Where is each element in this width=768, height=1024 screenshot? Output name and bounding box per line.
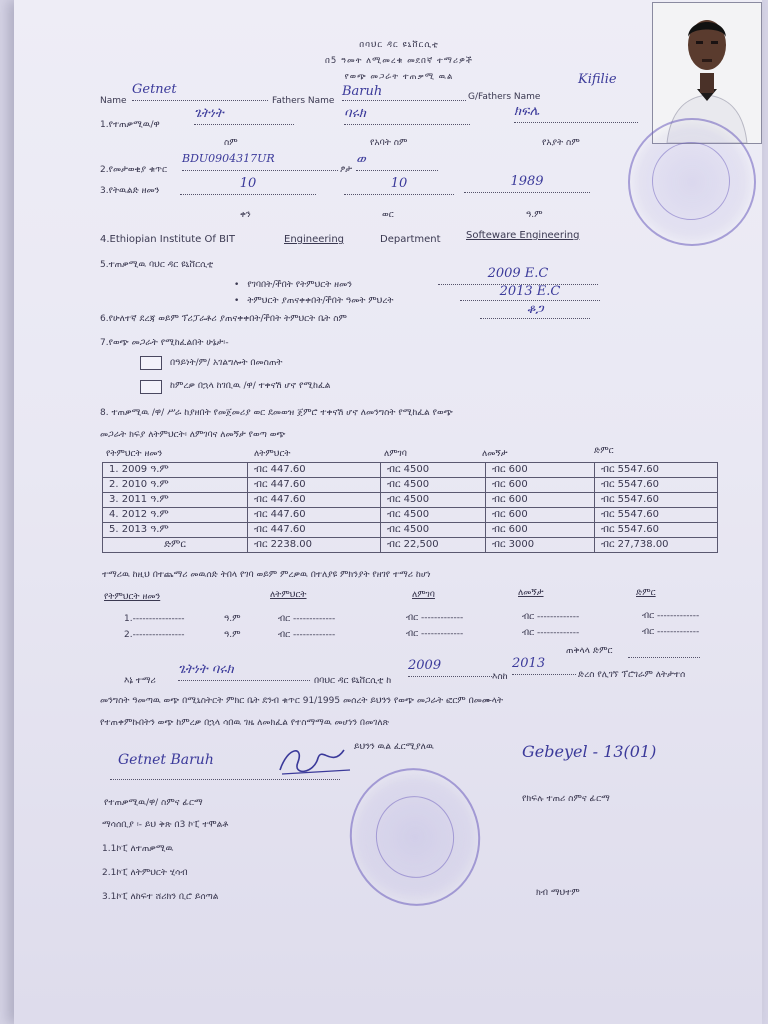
table-row <box>103 478 718 493</box>
extra-header-total: ድምር <box>636 588 656 598</box>
footer-copy2: 2.1ኮፒ ለትምህርት ሂሳብ <box>102 868 188 878</box>
official-signature: Gebeyel - 13(01) <box>522 742 657 761</box>
extra-row1-tuition: ብር ------------- <box>278 614 336 624</box>
table-cell: ብር 4500 <box>381 478 486 493</box>
field5-label: 5.ተጠቃሚዉ ባህር ዳር ዩኒቨርሲቲ <box>100 260 214 270</box>
fee-table <box>102 462 718 553</box>
table-cell: ብር 447.60 <box>248 523 381 538</box>
table-cell: ብር 5547.60 <box>595 508 718 523</box>
footer-copy3: 3.1ኮፒ ለከፍተ ሸሪክን ቢሮ ይሰጣል <box>102 892 219 902</box>
sex-label: ፆታ <box>340 165 353 175</box>
field6-label: 6.የሁለተኛ ደረጃ ወይም ፕሪፓራቶሪ ያጠናቀቀበት/ችበት ትምህርት ቤት ስም <box>100 314 347 324</box>
department-label: Department <box>380 234 441 245</box>
student-id-value: BDU0904317UR <box>182 152 338 171</box>
table-total-row <box>103 538 718 553</box>
field8-line1: 8. ተጠቃሚዉ /ዋ/ ሥራ ከያዘበት የመጀመሪያ ወር ደመወዝ ጀምሮ ተቀናሽ ሆኖ ለመንግስት የሚከፈል የወጭ <box>100 408 453 418</box>
fee-header-total: ድምር <box>594 446 614 456</box>
field7-label: 7.የወጭ መጋራት የሚከፈልበት ሁኔታ፡- <box>100 338 229 348</box>
agreement-from-year: 2009 <box>408 658 492 677</box>
photo-stamp-seal <box>628 118 756 246</box>
field3-sub-month: ወር <box>382 210 394 220</box>
department-value: Softeware Engineering <box>466 230 580 241</box>
agreement-confirm: ይህንን ዉል ፈርሚያለዉ <box>354 742 434 752</box>
option-salary-label: ከምረቃ በኋላ ከገቢዉ /ዋ/ ተቀናሽ ሆኖ የሚከፈል <box>170 381 331 391</box>
extra-header-food: ለምገባ <box>412 590 435 600</box>
extra-row1-dorm: ብር ------------- <box>522 612 580 622</box>
table-cell: ብር 5547.60 <box>595 523 718 538</box>
footer-copy1: 1.1ኮፒ ለተጠቃሚዉ <box>102 844 174 854</box>
agreement-line3: የተጠቀምኩበትን ወጭ ከምረቃ በኋላ ሳበዉ ገዜ ለመክፈል የተስማማዉ መሆነን በመገለጽ <box>100 718 390 728</box>
table-row <box>103 493 718 508</box>
signature-scribble-icon <box>274 740 354 780</box>
table-cell: ብር 600 <box>486 478 595 493</box>
table-cell: ብር 5547.60 <box>595 463 718 478</box>
field8-line2: መጋራት ክፍያ ለትምህርት፡ ለምገባና ለመኝታ የወጣ ወጭ <box>100 430 286 440</box>
table-cell: 5. 2013 ዓ.ም <box>103 523 248 538</box>
grad-year-value: 2013 E.C <box>460 284 600 301</box>
form-paper <box>14 0 762 1024</box>
field1-sub-name: ስም <box>224 138 238 148</box>
table-cell: ብር 2238.00 <box>248 538 381 553</box>
table-cell: ብር 22,500 <box>381 538 486 553</box>
birth-month-value: 10 <box>344 176 454 195</box>
footer-seal-label: ክብ ማህተም <box>536 888 580 898</box>
agreement-student-name: ጌትነት ባሩክ <box>178 662 310 681</box>
extra-row1-food: ብር ------------- <box>406 613 464 623</box>
fee-header-tuition: ለትምህርት <box>254 449 291 459</box>
table-cell: ብር 600 <box>486 508 595 523</box>
table-cell: ብር 447.60 <box>248 493 381 508</box>
table-cell: ብር 27,738.00 <box>595 538 718 553</box>
school-name-value: ቆጋ <box>480 302 590 319</box>
table-cell: 3. 2011 ዓ.ም <box>103 493 248 508</box>
field1-label: 1.የተጠቃሚዉ/ዋ <box>100 120 160 130</box>
fathers-name-value: Baruh <box>342 84 466 101</box>
sex-value: ወ <box>356 152 438 171</box>
table-cell: ብር 5547.60 <box>595 493 718 508</box>
option-salary-checkbox[interactable] <box>140 380 162 394</box>
table-cell: 1. 2009 ዓ.ም <box>103 463 248 478</box>
field3-label: 3.የትዉልድ ዘመን <box>100 186 160 196</box>
agreement-tail: ድረስ የሊገኘ ፕሮገራም ለትታተሰ <box>578 670 686 680</box>
table-cell: ብር 447.60 <box>248 463 381 478</box>
table-cell: ብር 447.60 <box>248 478 381 493</box>
field1-first-name: ጌትነት <box>194 106 294 125</box>
table-cell: ብር 4500 <box>381 493 486 508</box>
birth-day-value: 10 <box>180 176 316 195</box>
agreement-until: እስከ <box>492 672 508 682</box>
extension-note: ተማሪዉ ከዚህ በተጨማሪ መዉሰድ ትበላ የገባ ወይም ምረቃዉ በተለያዩ ምክንያት የዘገየ ተማሪ ከሆነ <box>102 570 431 580</box>
extra-header-dorm: ለመኝታ <box>518 588 544 598</box>
table-cell: ብር 600 <box>486 463 595 478</box>
field1-grandfather-name: ክፍሌ <box>514 104 638 123</box>
extra-row2-dorm: ብር ------------- <box>522 628 580 638</box>
extra-header-year: የትምህርት ዘመን <box>104 592 161 602</box>
field3-sub-day: ቀን <box>240 210 251 220</box>
official-sign-label: የክፍሉ ተጠሪ ስምና ፊርማ <box>522 794 610 804</box>
agreement-to-year: 2013 <box>512 656 576 675</box>
table-cell: 4. 2012 ዓ.ም <box>103 508 248 523</box>
extra-row1-year: 1.---------------- <box>124 614 185 624</box>
table-row <box>103 523 718 538</box>
birth-year-value: 1989 <box>464 174 590 193</box>
table-cell: ብር 4500 <box>381 463 486 478</box>
table-cell: ድምር <box>103 538 248 553</box>
footer-note: ማሳሰቢያ ፡- ይህ ቅጽ በ3 ኮፒ ተሞልቶ <box>102 820 229 830</box>
extra-row2-food: ብር ------------- <box>406 629 464 639</box>
table-row <box>103 508 718 523</box>
fee-header-year: የትምህርት ዘመን <box>106 449 163 459</box>
extra-row1-unit: ዓ.ም <box>224 614 241 624</box>
field1-sub-grandfather: የአያት ስም <box>542 138 580 148</box>
name-value: Getnet <box>132 82 268 101</box>
table-cell: ብር 5547.60 <box>595 478 718 493</box>
field2-label: 2.የመታወቂያ ቁጥር <box>100 165 167 175</box>
gfathers-name-label: G/Fathers Name <box>468 92 541 102</box>
grand-total-line <box>628 656 700 658</box>
fee-header-food: ለምገባ <box>384 449 407 459</box>
student-sign-line <box>110 778 340 780</box>
field5-entry-year-label: • የገባበት/ችበት የትምህርት ዘመን <box>234 280 352 290</box>
table-cell: ብር 600 <box>486 523 595 538</box>
field1-sub-father: የአባት ስም <box>370 138 408 148</box>
extra-row2-tuition: ብር ------------- <box>278 630 336 640</box>
extra-row2-unit: ዓ.ም <box>224 630 241 640</box>
gfathers-name-value: Kifilie <box>578 72 617 87</box>
student-sign-label: የተጠቃሚዉ/ዋ/ ስምና ፊርማ <box>104 798 203 808</box>
header-university: በባህር ዳር ዩኒቨርሲቲ <box>359 40 439 50</box>
field1-father-name: ባሩክ <box>344 106 470 125</box>
entry-year-value: 2009 E.C <box>438 266 598 285</box>
extra-header-tuition: ለትምህርት <box>270 590 307 600</box>
student-signature: Getnet Baruh <box>118 752 214 768</box>
extra-row1-total: ብር ------------- <box>642 611 700 621</box>
university-seal-stamp <box>337 756 493 918</box>
fee-header-dorm: ለመኝታ <box>482 449 508 459</box>
fathers-name-label: Fathers Name <box>272 96 335 106</box>
option-service-checkbox[interactable] <box>140 356 162 370</box>
grand-total-label: ጠቅላላ ድምር <box>566 646 613 656</box>
agreement-mid: በባህር ዳር ዩኒቨርሲቲ ከ <box>314 676 392 686</box>
field5-grad-year-label: • ትምህርት ያጠናቀቀበት/ችበት ዓመት ምህረት <box>234 296 393 306</box>
table-cell: ብር 4500 <box>381 508 486 523</box>
field3-sub-year: ዓ.ም <box>526 210 543 220</box>
field4-label: 4.Ethiopian Institute Of BIT <box>100 234 235 245</box>
name-label: Name <box>100 96 127 106</box>
header-title: የወጭ መጋራት ተጠቃሚ ዉል <box>344 72 454 82</box>
agreement-line2: መንግስት ዓመጣዉ ወጭ በሚኒስትርት ምክር ቤት ደንብ ቁጥር 91/1995 መሰረት ይህንን የወጭ መጋራት ፎርም በመሙላት <box>100 696 504 706</box>
option-service-label: በዓይነት/ም/ አገልግሎት በመስጠት <box>170 358 283 368</box>
table-row <box>103 463 718 478</box>
table-cell: ብር 447.60 <box>248 508 381 523</box>
table-cell: ብር 4500 <box>381 523 486 538</box>
table-cell: ብር 3000 <box>486 538 595 553</box>
table-cell: ብር 600 <box>486 493 595 508</box>
extra-row2-year: 2.---------------- <box>124 630 185 640</box>
table-cell: 2. 2010 ዓ.ም <box>103 478 248 493</box>
faculty-value: Engineering <box>284 234 344 245</box>
extra-row2-total: ብር ------------- <box>642 627 700 637</box>
agreement-prefix: እኔ ተማሪ <box>124 676 156 686</box>
header-subtitle: በ5 ዓመት ለሚመረቁ መደበኛ ተማሪዎች <box>325 56 473 66</box>
